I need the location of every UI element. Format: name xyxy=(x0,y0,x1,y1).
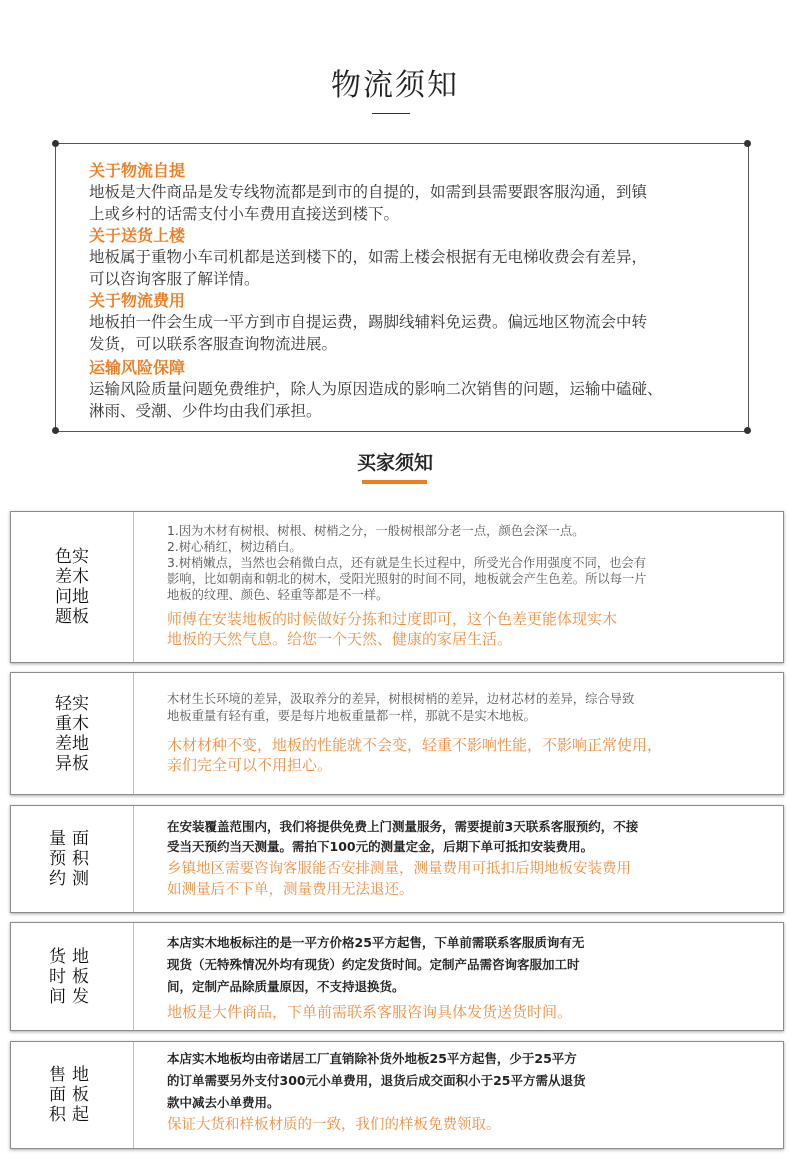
card-content xyxy=(167,817,771,901)
card-text: 2.树心稍红，树边稍白。 xyxy=(167,540,302,554)
card-highlight: 师傅在安装地板的时候做好分拣和过度即可，这个色差更能体现实木 xyxy=(167,610,618,628)
card-highlight: 木材材种不变，地板的性能就不会变，轻重不影响性能，不影响正常使用， xyxy=(167,736,663,754)
section-text: 淋雨、受潮、少件均由我们承担。 xyxy=(89,402,322,420)
section-text: 上或乡村的话需支付小车费用直接送到楼下。 xyxy=(89,205,400,223)
card-text: 间，定制产品除质量原因，不支持退换货。 xyxy=(167,979,405,994)
card-text: 地板重量有轻有重，要是每片地板重量都一样，那就不是实木地板。 xyxy=(167,709,536,723)
card-label: 售地 面板 积起 xyxy=(49,1065,95,1125)
section-text: 地板拍一件会生成一平方到市自提运费，踢脚线辅料免运费。偏远地区物流会中转 xyxy=(89,313,648,331)
section-text: 地板属于重物小车司机都是送到楼下的，如需上楼会根据有无电梯收费会有差异， xyxy=(89,248,648,266)
card-weight-difference xyxy=(10,672,784,795)
card-color-difference xyxy=(10,511,784,663)
card-label-cell xyxy=(11,1042,134,1148)
card-label: 色实 差木 问地 题板 xyxy=(55,547,89,627)
card-text: 的订单需要另外支付300元小单费用，退货后成交面积小于25平方需从退货 xyxy=(167,1073,586,1088)
corner-dot xyxy=(52,427,59,434)
card-highlight: 如测量后不下单，测量费用无法退还。 xyxy=(167,882,414,898)
card-highlight: 亲们完全可以不用担心。 xyxy=(167,756,333,774)
section-text: 可以咨询客服了解详情。 xyxy=(89,270,260,288)
section-text: 发货，可以联系客服查询物流进展。 xyxy=(89,335,338,353)
card-label-cell xyxy=(11,806,134,912)
card-min-order-area xyxy=(10,1041,784,1149)
card-text: 影响，比如朝南和朝北的树木，受阳光照射的时间不同，地板就会产生色差。所以每一片 xyxy=(167,572,647,586)
card-text: 地板的纹理、颜色、轻重等都是不一样。 xyxy=(167,588,389,602)
corner-dot xyxy=(744,140,751,147)
card-label: 量面 预积 约测 xyxy=(49,829,95,889)
card-content xyxy=(167,1048,771,1136)
page-title: 物流须知 xyxy=(331,68,459,103)
logistics-section-risk xyxy=(89,358,749,422)
logistics-section-upstairs xyxy=(89,226,749,290)
card-content xyxy=(167,523,771,649)
card-text: 本店实木地板标注的是一平方价格25平方起售，下单前需联系客服质询有无 xyxy=(167,935,585,950)
corner-dot xyxy=(52,140,59,147)
card-measurement xyxy=(10,805,784,913)
section-heading: 运输风险保障 xyxy=(89,358,186,377)
card-text: 1.因为木材有树根、树根、树梢之分，一般树根部分老一点，颜色会深一点。 xyxy=(167,524,585,538)
card-highlight: 保证大货和样板材质的一致，我们的样板免费领取。 xyxy=(167,1117,501,1133)
section-heading: 关于物流费用 xyxy=(89,291,186,310)
section-text: 运输风险质量问题免费维护，除人为原因造成的影响二次销售的问题，运输中磕碰、 xyxy=(89,380,663,398)
card-text: 木材生长环境的差异，汲取养分的差异，树根树梢的差异，边材芯材的差异，综合导致 xyxy=(167,692,635,706)
card-label-cell xyxy=(11,673,134,794)
logistics-section-fees xyxy=(89,291,749,355)
section-heading: 关于物流自提 xyxy=(89,161,186,180)
section-heading: 关于送货上楼 xyxy=(89,226,186,245)
card-label: 轻实 重木 差地 异板 xyxy=(55,693,89,774)
card-text: 本店实木地板均由帝诺居工厂直销除补货外地板25平方起售，少于25平方 xyxy=(167,1051,577,1066)
title-divider xyxy=(372,113,410,114)
title-underline xyxy=(362,480,427,484)
card-content xyxy=(167,691,771,775)
logistics-section-pickup xyxy=(89,161,749,225)
card-highlight: 地板是大件商品，下单前需联系客服咨询具体发货送货时间。 xyxy=(167,1003,573,1021)
card-label: 货地 时板 间发 xyxy=(49,946,95,1007)
card-text: 款中减去小单费用。 xyxy=(167,1095,280,1110)
card-highlight: 乡镇地区需要咨询客服能否安排测量，测量费用可抵扣后期地板安装费用 xyxy=(167,861,631,877)
card-text: 3.树梢嫩点，当然也会稍微白点，还有就是生长过程中，所受光合作用强度不同，也会有 xyxy=(167,556,647,570)
card-text: 现货（无特殊情况外均有现货）约定发货时间。定制产品需咨询客服加工时 xyxy=(167,957,580,972)
buyer-notice-title: 买家须知 xyxy=(356,452,433,474)
section-text: 地板是大件商品是发专线物流都是到市的自提的，如需到县需要跟客服沟通，到镇 xyxy=(89,183,648,201)
card-text: 受当天预约当天测量。需拍下100元的测量定金，后期下单可抵扣安装费用。 xyxy=(167,839,594,854)
card-text: 在安装覆盖范围内，我们将提供免费上门测量服务，需要提前3天联系客服预约，不接 xyxy=(167,819,639,834)
corner-dot xyxy=(744,427,751,434)
card-shipping-time xyxy=(10,922,784,1031)
card-label-cell xyxy=(11,923,134,1030)
card-content xyxy=(167,932,771,1023)
card-highlight: 地板的天然气息。给您一个天然、健康的家居生活。 xyxy=(167,630,513,648)
card-label-cell xyxy=(11,512,134,662)
